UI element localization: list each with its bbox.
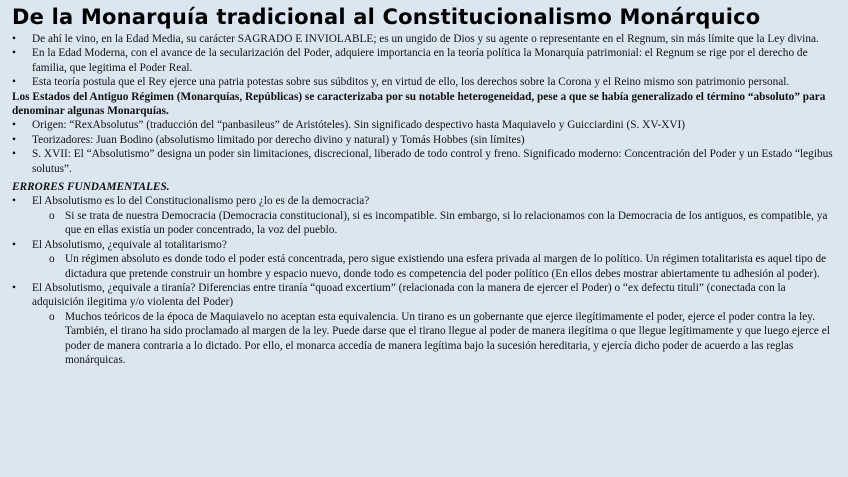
bold-paragraph: Los Estados del Antiguo Régimen (Monarquías, Repúblicas) se caracterizaba por su notable heterogeneidad, pese a que se había generalizado el término “absoluto” para denominar algunas Monarquías. [12,90,826,118]
list-item: • Origen: “RexAbsolutus” (traducción del “panbasileus” de Aristóteles). Sin significado despectivo hasta Maquiavelo y Guicciardini (S. XV-XVI) [12,118,838,132]
list-item: • Esta teoría postula que el Rey ejerce una patria potestas sobre sus súbditos y, en virtud de ello, los derechos sobre la Corona y el Reino mismo son patrimonio personal. [12,75,838,89]
absolutism-list [12,118,838,176]
slide-body [12,32,838,367]
error-question: • El Absolutismo, ¿equivale al totalitarismo? [12,238,838,252]
error-answer: o Muchos teóricos de la época de Maquiavelo no aceptan esta equivalencia. Un tirano es un gobernante que ejerce ilegítimamente el poder, ejerce el poder contra la ley. También, el tirano ha sido proclamado al margen de la ley. Puede darse que el tirano llegue al poder de manera ilegítima o que llegue legítimamente y que luego ejerce el poder de manera contraria a lo dictado. Por ello, el monarca accedía de manera legítima bajo la sucesión hereditaria, y ejercía dicho poder de acuerdo a las reglas monárquicas. [12,310,838,368]
list-item: • En la Edad Moderna, con el avance de la secularización del Poder, adquiere importancia en la teoría política la Monarquía patrimonial: el Regnum se rige por el derecho de familia, que legitima el Poder Real. [12,46,838,75]
error-answer: o Si se trata de nuestra Democracia (Democracia constitucional), si es incompatible. Sin embargo, si lo relacionamos con la Democracia de los antiguos, es compatible, ya que en ellas existía un poder concentrado, la voz del pueblo. [12,209,838,238]
errors-list [12,194,838,367]
errors-heading: ERRORES FUNDAMENTALES. [12,181,170,194]
error-question: • El Absolutismo, ¿equivale a tiranía? Diferencias entre tiranía “quoad excertium” (relacionada con la manera de ejercer el Poder) o “ex defectu tituli” (conectada con la adquisición ilegitima y/o violenta del Poder) [12,281,838,310]
intro-list [12,32,838,90]
page-title: De la Monarquía tradicional al Constitucionalismo Monárquico [12,5,761,29]
list-item: • Teorizadores: Juan Bodino (absolutismo limitado por derecho divino y natural) y Tomás Hobbes (sin límites) [12,133,838,147]
list-item: • S. XVII: El “Absolutismo” designa un poder sin limitaciones, discrecional, liberado de todo control y freno. Significado moderno: Concentración del Poder y un Estado “legibus solutus”. [12,147,838,176]
list-item: • De ahí le vino, en la Edad Media, su carácter SAGRADO E INVIOLABLE; es un ungido de Dios y su agente o representante en el Regnum, sin más límite que la Ley divina. [12,32,838,46]
error-answer: o Un régimen absoluto es donde todo el poder está concentrada, pero sigue existiendo una esfera privada al margen de lo político. Un régimen totalitarista es aquel tipo de dictadura que pretende construir un hombre y espacio nuevo, donde todo es competencia del poder político (En ellos debes mostrar abiertamente tu adhesión al poder). [12,252,838,281]
error-question: • El Absolutismo es lo del Constitucionalismo pero ¿lo es de la democracia? [12,194,838,208]
